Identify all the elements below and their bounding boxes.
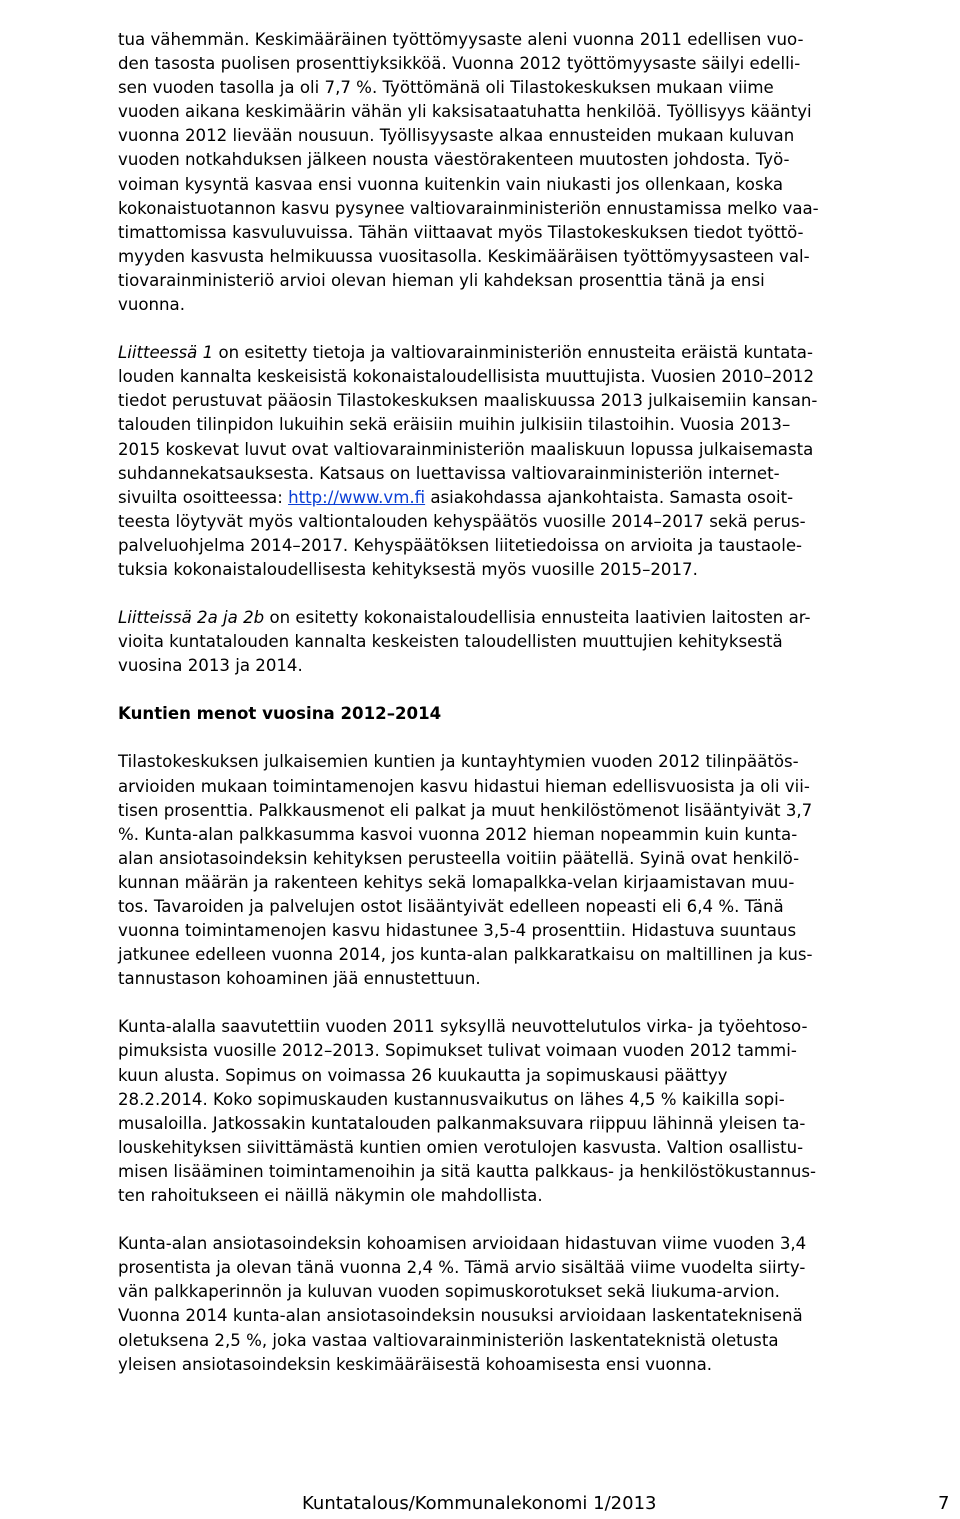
text-line: Kunta-alan ansiotasoindeksin kohoamisen arvioidaan hidastuvan viime vuoden 3,4 bbox=[118, 1234, 807, 1254]
text-line: tiovarainministeriö arvioi olevan hieman yli kahdeksan prosenttia tänä ja ensi bbox=[118, 270, 765, 290]
text-line: ten rahoitukseen ei näillä näkymin ole mahdollista. bbox=[118, 1186, 543, 1206]
text-line: vuonna. bbox=[118, 295, 185, 315]
text-line: prosentista ja olevan tänä vuonna 2,4 %. Tämä arvio sisältää viime vuodelta siirty- bbox=[118, 1258, 806, 1278]
text-line: den tasosta puolisen prosenttiyksikköä. Vuonna 2012 työttömyysaste säilyi edelli- bbox=[118, 54, 801, 74]
paragraph-spacer bbox=[118, 991, 948, 1015]
text-line: tos. Tavaroiden ja palvelujen ostot lisääntyivät edelleen nopeasti eli 6,4 %. Tänä bbox=[118, 897, 784, 916]
paragraph-collective-agreements bbox=[118, 1015, 948, 1208]
text-line: vuosina 2013 ja 2014. bbox=[118, 656, 303, 676]
appendix-reference: Liitteessä 1 bbox=[118, 343, 214, 363]
text-line: vän palkkaperinnön ja kuluvan vuoden sopimuskorotukset sekä liukuma-arvion. bbox=[118, 1282, 780, 1302]
text-line bbox=[118, 486, 948, 510]
text-line: %. Kunta-alan palkkasumma kasvoi vuonna 2012 hieman nopeammin kuin kunta- bbox=[118, 824, 798, 844]
text-line: vuoden aikana keskimäärin vähän yli kaksisataatuhatta henkilöä. Työllisyys kääntyi bbox=[118, 102, 812, 122]
text-line: vioita kuntatalouden kannalta keskeisten taloudellisten muuttujien kehityksestä bbox=[118, 632, 783, 652]
footer-publication: Kuntatalous/Kommunalekonomi 1/2013 bbox=[302, 1493, 657, 1514]
text-line: kuun alusta. Sopimus on voimassa 26 kuukautta ja sopimuskausi päättyy bbox=[118, 1065, 728, 1085]
text-line: yleisen ansiotasoindeksin keskimääräisestä kohoamisesta ensi vuonna. bbox=[118, 1354, 713, 1374]
text-line: alan ansiotasoindeksin kehityksen perusteella voitiin päätellä. Syinä ovat henkilö- bbox=[118, 848, 800, 868]
text-line: tua vähemmän. Keskimääräinen työttömyysaste aleni vuonna 2011 edellisen vuo- bbox=[118, 30, 804, 49]
paragraph-employment bbox=[118, 28, 948, 317]
paragraph-spacer bbox=[118, 317, 948, 341]
text-line: myyden kasvusta helmikuussa vuositasolla. Keskimääräisen työttömyysasteen val- bbox=[118, 246, 810, 266]
text-line: louskehityksen siivittämästä kuntien omien verotulojen kasvusta. Valtion osallistu- bbox=[118, 1137, 804, 1157]
paragraph-appendix-2 bbox=[118, 606, 948, 678]
text-line: tisen prosenttia. Palkkausmenot eli palkat ja muut henkilöstömenot lisääntyivät 3,7 bbox=[118, 800, 813, 820]
section-heading: Kuntien menot vuosina 2012–2014 bbox=[118, 704, 442, 724]
vm-website-link[interactable]: http://www.vm.fi bbox=[288, 487, 426, 507]
text-line: talouden tilinpidon lukuihin sekä eräisiin muihin julkisiin tilastoihin. Vuosia 2013– bbox=[118, 415, 791, 435]
paragraph-spacer bbox=[118, 726, 948, 750]
paragraph-spacer bbox=[118, 582, 948, 606]
text-line: kunnan määrän ja rakenteen kehitys sekä lomapalkka-velan kirjaamistavan muu- bbox=[118, 872, 795, 892]
text-line: misen lisääminen toimintamenoihin ja sitä kautta palkkaus- ja henkilöstökustannus- bbox=[118, 1161, 816, 1181]
text-line: pimuksista vuosille 2012–2013. Sopimukset tulivat voimaan vuoden 2012 tammi- bbox=[118, 1041, 797, 1061]
text-fragment: sivuilta osoitteessa: bbox=[118, 487, 289, 507]
page-number: 7 bbox=[938, 1493, 950, 1514]
text-fragment: on esitetty kokonaistaloudellisia ennusteita laativien laitosten ar- bbox=[264, 608, 811, 628]
text-line: 28.2.2014. Koko sopimuskauden kustannusvaikutus on lähes 4,5 % kaikilla sopi- bbox=[118, 1089, 785, 1109]
text-line: 2015 koskevat luvut ovat valtiovarainministeriön maaliskuun lopussa julkaisemasta bbox=[118, 439, 814, 459]
text-line: arvioiden mukaan toimintamenojen kasvu hidastui hieman edellisvuosista ja oli vii- bbox=[118, 776, 810, 796]
text-fragment: on esitetty tietoja ja valtiovarainministeriön ennusteita eräistä kuntata- bbox=[213, 343, 813, 363]
text-line: Vuonna 2014 kunta-alan ansiotasoindeksin nousuksi arvioidaan laskentateknisenä bbox=[118, 1306, 803, 1326]
text-line: tuksia kokonaistaloudellisesta kehityksestä myös vuosille 2015–2017. bbox=[118, 559, 698, 579]
paragraph-spacer bbox=[118, 678, 948, 702]
text-line bbox=[118, 606, 948, 630]
text-line: tannustason kohoaminen jää ennustettuun. bbox=[118, 969, 481, 989]
text-line: suhdannekatsauksesta. Katsaus on luettavissa valtiovarainministeriön internet- bbox=[118, 463, 780, 483]
text-line: voiman kysyntä kasvaa ensi vuonna kuitenkin vain niukasti jos ollenkaan, koska bbox=[118, 174, 784, 194]
text-line: tiedot perustuvat pääosin Tilastokeskuksen maaliskuussa 2013 julkaisemiin kansan- bbox=[118, 391, 818, 411]
document-body bbox=[118, 28, 948, 1377]
paragraph-appendix-1 bbox=[118, 341, 948, 582]
text-line: sen vuoden tasolla ja oli 7,7 %. Työttömänä oli Tilastokeskuksen mukaan viime bbox=[118, 78, 774, 98]
text-line: Tilastokeskuksen julkaisemien kuntien ja kuntayhtymien vuoden 2012 tilinpäätös- bbox=[118, 752, 799, 772]
text-line bbox=[118, 341, 948, 365]
paragraph-spacer bbox=[118, 1208, 948, 1232]
text-line: Kunta-alalla saavutettiin vuoden 2011 syksyllä neuvottelutulos virka- ja työehtoso- bbox=[118, 1017, 808, 1037]
text-line: timattomissa kasvuluvuissa. Tähän viittaavat myös Tilastokeskuksen tiedot työttö- bbox=[118, 222, 804, 242]
text-line: vuoden notkahduksen jälkeen nousta väestörakenteen muutosten johdosta. Työ- bbox=[118, 150, 790, 170]
appendix-reference: Liitteissä 2a ja 2b bbox=[118, 608, 265, 628]
text-line: teesta löytyvät myös valtiontalouden kehyspäätös vuosille 2014–2017 sekä perus- bbox=[118, 511, 806, 531]
text-line: vuonna 2012 lievään nousuun. Työllisyysaste alkaa ennusteiden mukaan kuluvan bbox=[118, 126, 795, 146]
text-line: palveluohjelma 2014–2017. Kehyspäätöksen liitetiedoissa on arvioita ja taustaole- bbox=[118, 535, 803, 555]
paragraph-earnings-index bbox=[118, 1232, 948, 1377]
paragraph-operating-expenses bbox=[118, 750, 948, 991]
text-line: jatkunee edelleen vuonna 2014, jos kunta-alan palkkaratkaisu on maltillinen ja kus- bbox=[118, 945, 813, 965]
text-line: louden kannalta keskeisistä kokonaistaloudellisista muuttujista. Vuosien 2010–2012 bbox=[118, 367, 815, 387]
text-fragment: asiakohdassa ajankohtaista. Samasta osoit- bbox=[425, 487, 794, 507]
text-line: kokonaistuotannon kasvu pysynee valtiovarainministeriön ennustamissa melko vaa- bbox=[118, 198, 819, 218]
text-line: musaloilla. Jatkossakin kuntatalouden palkanmaksuvara riippuu lähinnä yleisen ta- bbox=[118, 1113, 806, 1133]
text-line: vuonna toimintamenojen kasvu hidastunee 3,5-4 prosenttiin. Hidastuva suuntaus bbox=[118, 921, 797, 941]
text-line: oletuksena 2,5 %, joka vastaa valtiovarainministeriön laskentateknistä oletusta bbox=[118, 1330, 779, 1350]
